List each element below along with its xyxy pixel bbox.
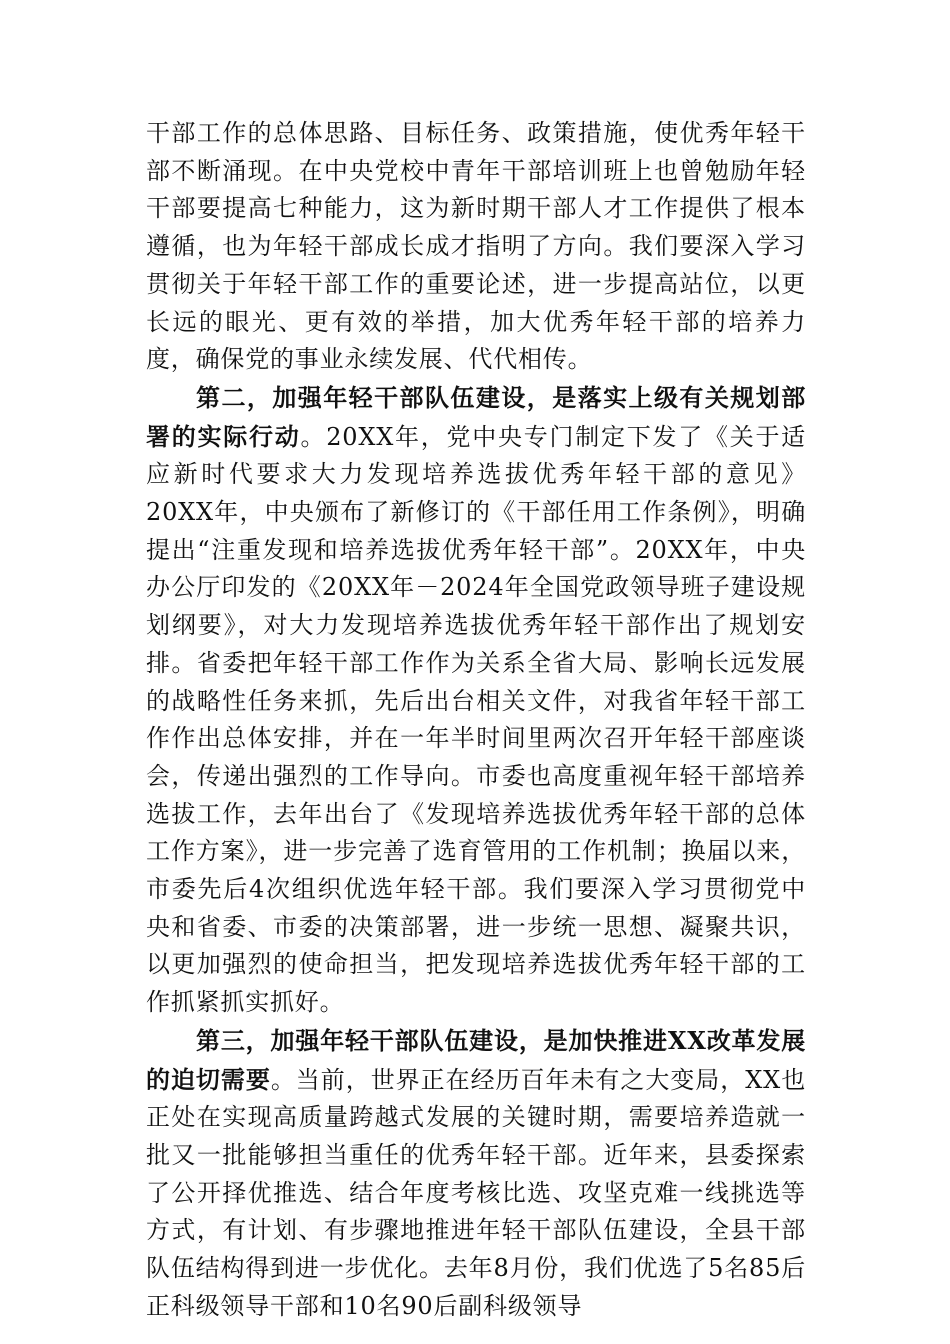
paragraph-2 <box>146 379 806 1022</box>
paragraph-3 <box>146 1022 806 1326</box>
document-page <box>146 114 806 1326</box>
paragraph-2-lead: 第二，加强年轻干部队伍建设，是落实上级有关规划部署的实际行动 <box>146 382 806 451</box>
paragraph-1 <box>146 114 806 379</box>
paragraph-3-lead: 第三，加强年轻干部队伍建设，是加快推进XX改革发展的迫切需要 <box>146 1025 806 1094</box>
paragraph-1-body: 干部工作的总体思路、目标任务、政策措施，使优秀年轻干部不断涌现。在中央党校中青年干部培训班上也曾勉励年轻干部要提高七种能力，这为新时期干部人才工作提供了根本遵循，也为年轻干部成长成才指明了方向。我们要深入学习贯彻关于年轻干部工作的重要论述，进一步提高站位，以更长远的眼光、更有效的举措，加大优秀年轻干部的培养力度，确保党的事业永续发展、代代相传。 <box>146 119 806 374</box>
paragraph-3-body: 。当前，世界正在经历百年未有之大变局，XX也正处在实现高质量跨越式发展的关键时期，需要培养造就一批又一批能够担当重任的优秀年轻干部。近年来，县委探索了公开择优推选、结合年度考核比选、攻坚克难一线挑选等方式，有计划、有步骤地推进年轻干部队伍建设，全县干部队伍结构得到进一步优化。去年8月份，我们优选了5名85后正科级领导干部和10名90后副科级领导 <box>146 1065 806 1320</box>
paragraph-2-body: 。20XX年，党中央专门制定下发了《关于适应新时代要求大力发现培养选拔优秀年轻干部的意见》20XX年，中央颁布了新修订的《干部任用工作条例》，明确提出“注重发现和培养选拔优秀年轻干部”。20XX年，中央办公厅印发的《20XX年－2024年全国党政领导班子建设规划纲要》，对大力发现培养选拔优秀年轻干部作出了规划安排。省委把年轻干部工作作为关系全省大局、影响长远发展的战略性任务来抓，先后出台相关文件，对我省年轻干部工作作出总体安排，并在一年半时间里两次召开年轻干部座谈会，传递出强烈的工作导向。市委也高度重视年轻干部培养选拔工作，去年出台了《发现培养选拔优秀年轻干部的总体工作方案》，进一步完善了选育管用的工作机制；换届以来，市委先后4次组织优选年轻干部。我们要深入学习贯彻党中央和省委、市委的决策部署，进一步统一思想、凝聚共识，以更加强烈的使命担当，把发现培养选拔优秀年轻干部的工作抓紧抓实抓好。 <box>146 422 806 1017</box>
